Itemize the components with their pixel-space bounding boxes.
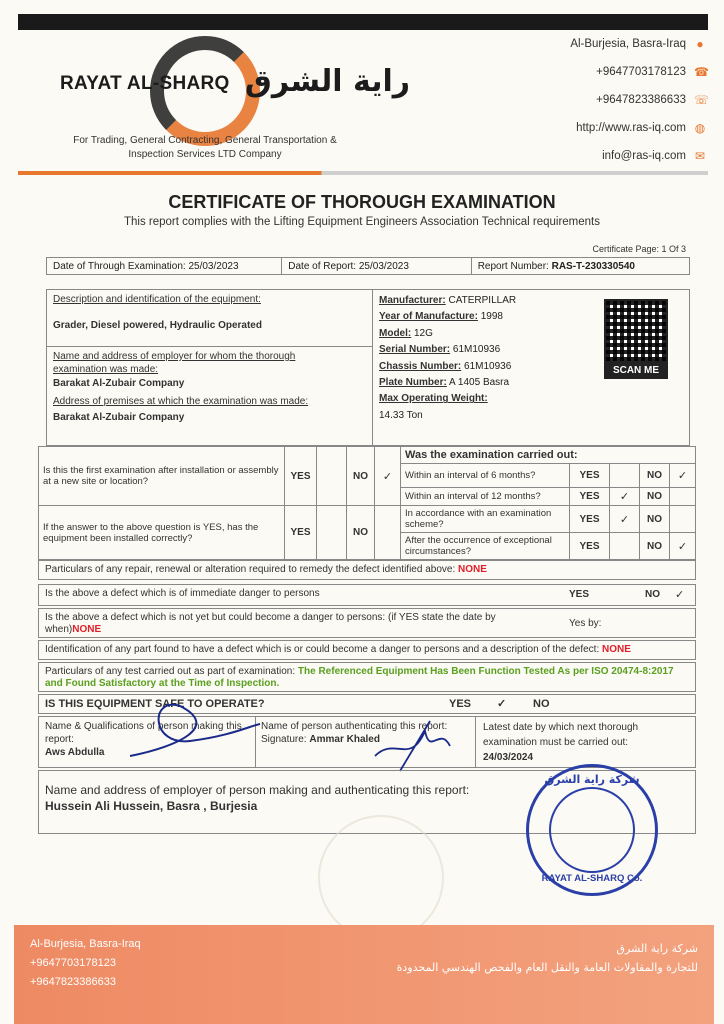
r2-yes-tick: ✓ — [610, 488, 640, 506]
divider — [475, 717, 476, 767]
report-date: 25/03/2023 — [358, 261, 409, 272]
contact-text: +9647823386633 — [596, 94, 686, 106]
model-label: Model: — [379, 327, 412, 339]
r3-no: NO — [640, 506, 670, 533]
r4-no: NO — [640, 533, 670, 560]
part-defect-row — [38, 640, 696, 660]
employer-label: Name and address of employer for whom the thorough examination was made: — [53, 351, 296, 375]
footer-phone-1: +9647703178123 — [30, 957, 116, 969]
premises-label: Address of premises at which the examination was made: — [53, 396, 309, 407]
repair-row — [38, 560, 696, 580]
signature-1-icon — [120, 686, 270, 766]
danger-no: NO — [645, 589, 660, 600]
company-name-ar: راية الشرق — [245, 64, 411, 99]
r4-yes-box — [610, 533, 640, 560]
scan-me-label: SCAN ME — [604, 363, 668, 379]
next-exam-label: Latest date by which next thorough examination must be carried out: — [483, 722, 639, 748]
q1-yes-box — [317, 447, 347, 506]
danger-no-tick: ✓ — [675, 589, 685, 601]
company-stamp — [526, 764, 658, 896]
plate-label: Plate Number: — [379, 377, 447, 389]
part-defect-value: NONE — [602, 644, 631, 655]
chassis-label: Chassis Number: — [379, 360, 462, 372]
maker-label: Name & Qualifications of person making this report: — [45, 721, 242, 745]
specs-list — [379, 293, 516, 424]
future-danger-row — [38, 608, 696, 638]
company-tagline: For Trading, General Contracting, General Transportation & Inspection Services LTD Company — [73, 135, 337, 160]
certificate-subtitle: This report complies with the Lifting Equipment Engineers Association Technical requirements — [123, 216, 600, 228]
future-danger-label: Is the above a defect which is not yet but could become a danger to persons: (if YES state the date by when) — [45, 612, 496, 635]
employer-label: Name and address of employer of person making and authenticating this report: — [45, 783, 470, 797]
mail-icon: ✉ — [694, 149, 706, 163]
r3-yes: YES — [570, 506, 610, 533]
dates-row — [46, 257, 690, 275]
future-danger-value: NONE — [72, 624, 102, 635]
r1-yes: YES — [570, 464, 610, 488]
q2-no: NO — [347, 506, 375, 560]
employer-value: Hussein Ali Hussein, Basra , Burjesia — [45, 799, 258, 813]
serial-value: 61M10936 — [452, 344, 501, 356]
description-label: Description and identification of the equipment: — [53, 294, 261, 305]
q2-yes: YES — [285, 506, 317, 560]
auth-label: Name of person authenticating this report: — [261, 721, 448, 732]
safe-label: IS THIS EQUIPMENT SAFE TO OPERATE? — [45, 698, 265, 710]
danger-row — [38, 584, 696, 606]
premises-value: Barakat Al-Zubair Company — [53, 412, 185, 423]
contact-mail — [602, 150, 706, 162]
label: Date of Report: — [288, 261, 357, 272]
chassis-value: 61M10936 — [464, 360, 512, 372]
qr-code-icon[interactable] — [604, 299, 668, 363]
test-label: Particulars of any test carried out as part of examination: — [45, 666, 296, 677]
repair-value: NONE — [458, 564, 487, 575]
footer-right — [397, 939, 698, 977]
company-name-en: RAYAT AL-SHARQ — [60, 73, 230, 94]
report-number: RAS-T-230330540 — [551, 261, 635, 272]
q2-cell — [39, 506, 285, 560]
model-value: 12G — [414, 327, 433, 339]
exam-date: 25/03/2023 — [188, 261, 239, 272]
exam-table — [38, 446, 696, 560]
q2-yes-box — [317, 506, 347, 560]
safe-yes-tick: ✓ — [497, 698, 507, 710]
signature-label: Signature: — [261, 734, 307, 745]
label: Report Number: — [477, 261, 549, 272]
manufacturer-value: CATERPILLAR — [448, 295, 517, 306]
q2-text: If the answer to the above question is YES, has the equipment been installed correctly? — [43, 521, 259, 544]
future-danger-cell — [45, 612, 545, 636]
yes-by-label: Yes by: — [569, 618, 602, 629]
equipment-box — [46, 289, 690, 446]
plate-value: A 1405 Basra — [449, 377, 510, 389]
next-exam-cell — [483, 720, 689, 765]
q1-no-tick: ✓ — [375, 447, 401, 506]
contact-phone-2 — [596, 93, 710, 107]
row-6-months: Within an interval of 6 months? — [401, 464, 570, 488]
footer-ar-desc: للتجارة والمقاولات العامة والنقل العام والفحص الهندسي المحدودة — [396, 961, 698, 974]
contact-text: http://www.ras-iq.com — [576, 122, 686, 134]
r1-no-tick: ✓ — [670, 464, 696, 488]
manufacturer-label: Manufacturer: — [379, 295, 446, 306]
contact-text: info@ras-iq.com — [602, 150, 686, 162]
exam-heading: Was the examination carried out: — [401, 447, 696, 464]
stamp-inner-ring — [549, 787, 635, 873]
row-12-months: Within an interval of 12 months? — [401, 488, 570, 506]
r3-yes-tick: ✓ — [610, 506, 640, 533]
stamp-text-ar: شركة راية الشرق — [544, 773, 640, 786]
employer-value: Barakat Al-Zubair Company — [53, 378, 185, 389]
signature-2-icon — [370, 716, 460, 776]
r1-yes-box — [610, 464, 640, 488]
r4-no-tick: ✓ — [670, 533, 696, 560]
report-number-cell — [472, 258, 689, 274]
next-exam-value: 24/03/2024 — [483, 752, 534, 763]
label: Date of Through Examination: — [53, 261, 186, 272]
stamp-text-en: RAYAT AL-SHARQ Co. — [541, 873, 643, 884]
top-bar — [18, 14, 708, 30]
footer-left — [30, 935, 141, 992]
r3-no-box — [670, 506, 696, 533]
phone-icon: ☎ — [694, 65, 709, 79]
header-divider — [18, 171, 708, 175]
watermark-seal — [318, 815, 444, 941]
serial-label: Serial Number: — [379, 344, 451, 356]
exam-date-cell — [47, 258, 282, 274]
web-icon: ◍ — [694, 121, 706, 135]
r2-no-box — [670, 488, 696, 506]
weight-label: Max Operating Weight: — [379, 393, 488, 405]
contact-phone-1 — [596, 65, 709, 79]
repair-label: Particulars of any repair, renewal or alteration required to remedy the defect identified above: — [45, 564, 456, 575]
divider — [47, 346, 373, 347]
test-value: The Referenced Equipment Has Been Function Tested As per ISO 20474-8:2017 and Found Satisfactory at the Time of Inspection. — [45, 666, 674, 689]
q1-cell — [39, 447, 285, 506]
maker-value: Aws Abdulla — [45, 747, 105, 758]
phone-icon: ☏ — [694, 93, 710, 107]
q1-text: Is this the first examination after installation or assembly at a new site or location? — [43, 465, 279, 487]
auth-value: Ammar Khaled — [309, 734, 380, 745]
row-exceptional: After the occurrence of exceptional circumstances? — [401, 533, 570, 560]
row-scheme: In accordance with an examination scheme? — [401, 506, 570, 533]
footer-ar-name: شركة راية الشرق — [616, 942, 698, 955]
contact-text: +9647703178123 — [596, 66, 686, 78]
danger-label: Is the above a defect which is of immediate danger to persons — [45, 588, 320, 599]
part-defect-label: Identification of any part found to have a defect which is or could become a danger to persons and a description of the defect: — [45, 644, 600, 655]
r4-yes: YES — [570, 533, 610, 560]
footer-band — [14, 925, 714, 1024]
report-date-cell — [282, 258, 471, 274]
contact-address — [570, 38, 706, 50]
r2-no: NO — [640, 488, 670, 506]
year-label: Year of Manufacture: — [379, 311, 478, 323]
q2-no-box — [375, 506, 401, 560]
q1-no: NO — [347, 447, 375, 506]
safe-yes: YES — [449, 698, 472, 710]
footer-address: Al-Burjesia, Basra-Iraq — [30, 938, 141, 950]
year-value: 1998 — [480, 311, 503, 323]
safe-no: NO — [533, 698, 550, 710]
q1-yes: YES — [285, 447, 317, 506]
contact-text: Al-Burjesia, Basra-Iraq — [570, 38, 686, 50]
contact-web — [576, 122, 706, 134]
weight-value: 14.33 Ton — [379, 409, 423, 421]
description-value: Grader, Diesel powered, Hydraulic Operated — [53, 320, 262, 331]
location-icon: ● — [696, 37, 704, 51]
r1-no: NO — [640, 464, 670, 488]
certificate-page: Certificate Page: 1 Of 3 — [592, 244, 686, 254]
certificate-title: CERTIFICATE OF THOROUGH EXAMINATION — [168, 192, 556, 212]
footer-phone-2: +9647823386633 — [30, 976, 116, 988]
danger-yes: YES — [569, 589, 590, 600]
r2-yes: YES — [570, 488, 610, 506]
